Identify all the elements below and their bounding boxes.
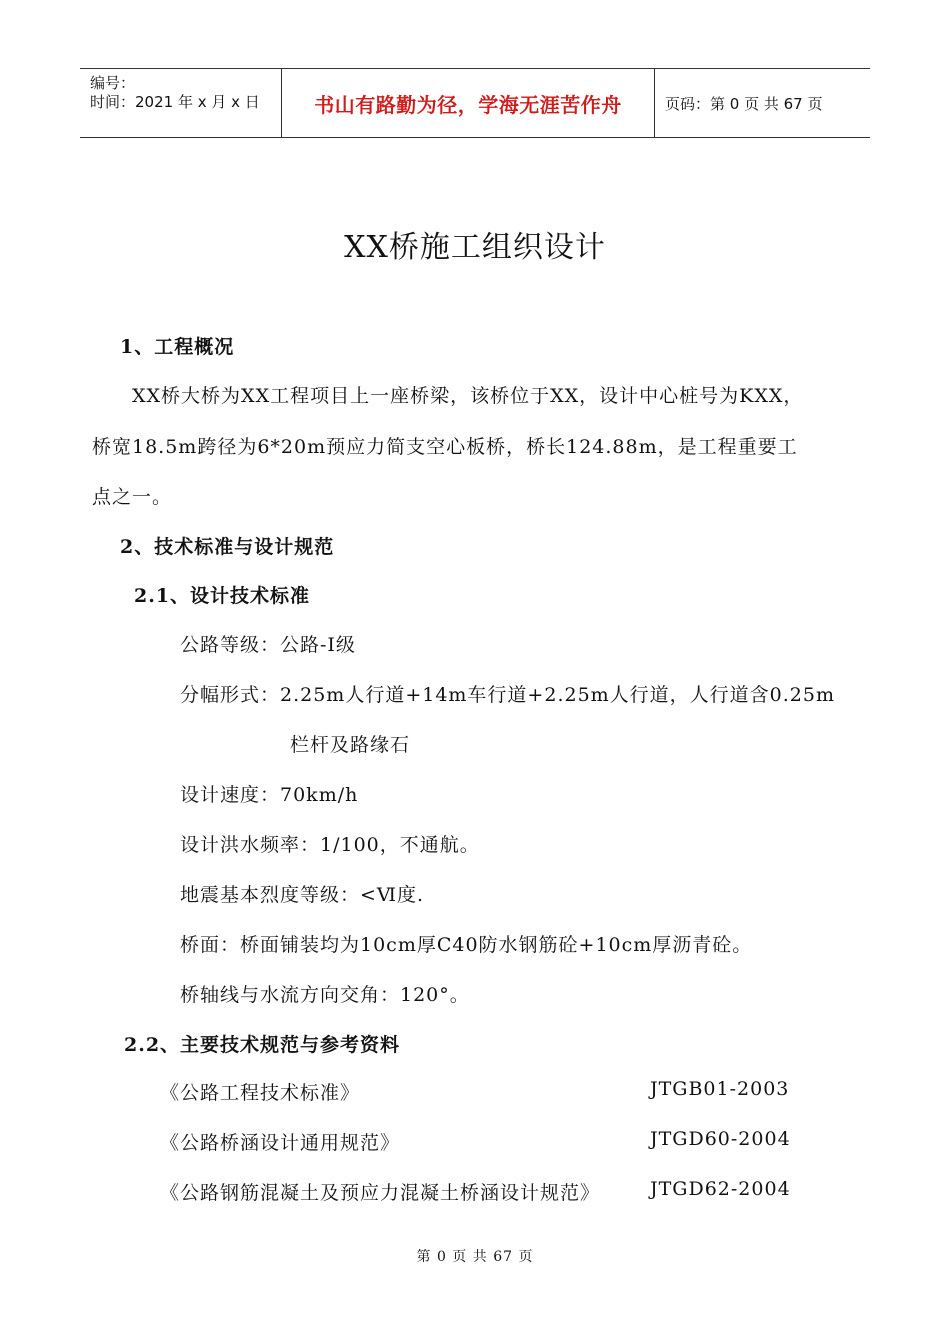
page-header [80,68,870,138]
section-2-1-heading: 2.1、设计技术标准 [134,585,311,607]
section-2-2-heading: 2.2、主要技术规范与参考资料 [124,1034,401,1056]
section-1-heading: 1、工程概况 [120,336,235,358]
ref-code-2: JTGD60-2004 [650,1128,791,1150]
page-info: 页码：第 0 页 共 67 页 [665,94,823,113]
overview-line-3: 点之一。 [92,486,173,508]
std-axis: 桥轴线与水流方向交角：120°。 [180,984,470,1006]
std-layout-line-2: 栏杆及路缘石 [290,734,411,756]
std-speed: 设计速度：70km/h [180,784,359,806]
ref-code-1: JTGB01-2003 [650,1078,790,1100]
document-title: XX桥施工组织设计 [344,230,606,265]
std-layout-line-1: 分幅形式：2.25m人行道+14m车行道+2.25m人行道，人行道含0.25m [180,684,835,706]
header-page-cell [655,69,870,137]
overview-line-1: XX桥大桥为XX工程项目上一座桥梁，该桥位于XX，设计中心桩号为KXX， [132,385,804,407]
ref-code-3: JTGD62-2004 [650,1178,791,1200]
header-motto-cell [282,69,655,137]
ref-name-1: 《公路工程技术标准》 [160,1082,361,1104]
header-motto: 书山有路勤为径，学海无涯苦作舟 [314,92,622,117]
page-footer: 第 0 页 共 67 页 [416,1249,534,1265]
ref-name-3: 《公路钢筋混凝土及预应力混凝土桥涵设计规范》 [160,1182,601,1204]
std-flood: 设计洪水频率：1/100，不通航。 [180,834,480,856]
section-2-heading: 2、技术标准与设计规范 [120,536,335,558]
number-label: 编号： [90,74,136,92]
std-deck: 桥面：桥面铺装均为10cm厚C40防水钢筋砼+10cm厚沥青砼。 [180,934,753,956]
ref-name-2: 《公路桥涵设计通用规范》 [160,1132,401,1154]
header-meta [80,69,282,137]
overview-line-2: 桥宽18.5m跨径为6*20m预应力简支空心板桥，桥长124.88m，是工程重要工 [92,436,798,458]
time-label: 时间：2021 年 x 月 x 日 [90,93,260,111]
std-seismic: 地震基本烈度等级：<Ⅵ度. [180,884,425,906]
std-road-grade: 公路等级：公路-Ⅰ级 [180,634,356,656]
